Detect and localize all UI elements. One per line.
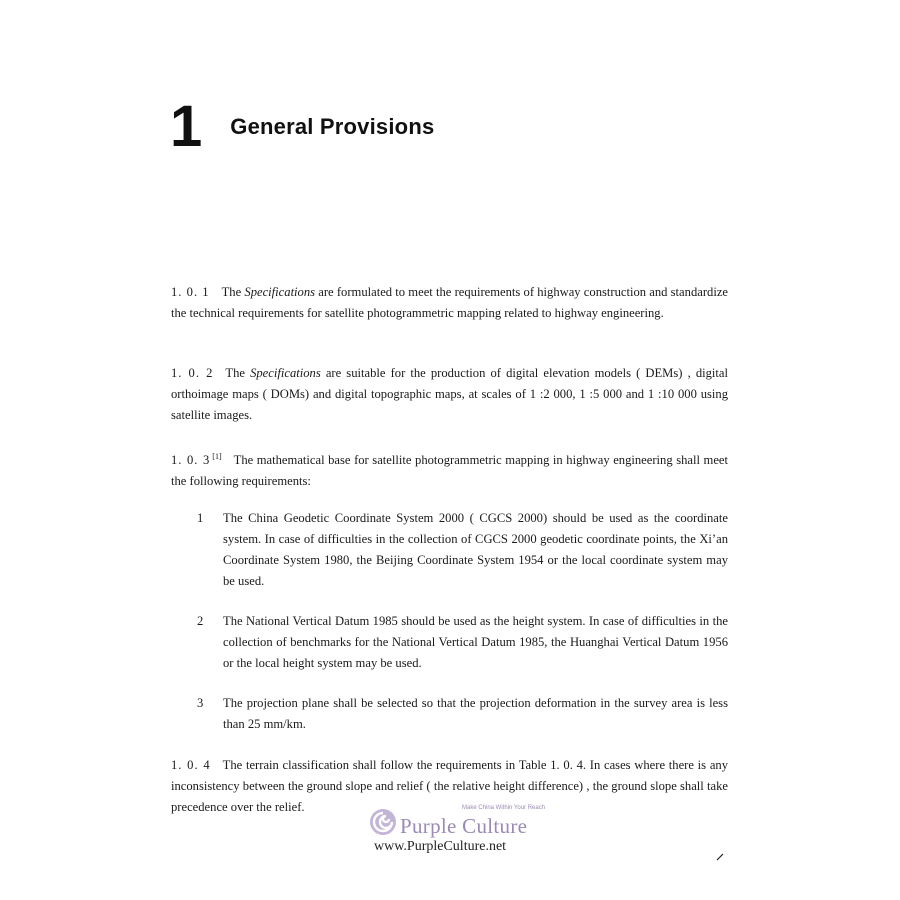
page-tick-mark-icon: [715, 852, 725, 862]
clause-number: 1. 0. 2: [171, 366, 214, 380]
clause-text: The: [221, 285, 245, 299]
clause-1-0-3: [171, 446, 728, 492]
list-item-number: 2: [197, 614, 204, 628]
chapter-number: 1: [170, 94, 203, 159]
clause-text: are suitable for the production of digital elevation models ( DEMs) , digital orthoimage maps ( DOMs) and digital topographic maps, at scales of 1 :2 000, 1 :5 000 and 1 :10 000 using satellite images.: [171, 366, 729, 422]
clause-text: The: [225, 366, 251, 380]
chapter-heading: [170, 94, 435, 159]
list-item-number: 1: [197, 511, 204, 525]
clause-emphasis: Specifications: [250, 366, 321, 380]
watermark-url: www.PurpleCulture.net: [374, 839, 507, 854]
clause-text: are formulated to meet the requirements of highway construction and standardize the technical requirements for satellite photogrammetric mapping related to highway engineering.: [171, 285, 728, 320]
list-item-text: The China Geodetic Coordinate System 2000 ( CGCS 2000) should be used as the coordinate system. In case of difficulties in the collection of CGCS 2000 geodetic coordinate points, the Xi’an Coordinate System 1980, the Beijing Coordinate System 1954 or the local coordinate system may be used.: [223, 511, 728, 588]
clause-1-0-1: [171, 282, 728, 324]
list-item: [197, 611, 728, 674]
clause-number: 1. 0. 4: [171, 758, 211, 772]
watermark-brand: Purple Culture: [400, 814, 528, 838]
purple-swirl-logo-icon: [368, 807, 398, 837]
clause-1-0-2: [171, 363, 728, 426]
clause-text: The mathematical base for satellite photogrammetric mapping in highway engineering shall meet the following requirements:: [171, 453, 728, 489]
list-item-text: The projection plane shall be selected so that the projection deformation in the survey area is less than 25 mm/km.: [223, 696, 728, 731]
list-item: [197, 508, 728, 592]
footnote-ref: [1]: [212, 452, 222, 461]
clause-number: 1. 0. 1: [171, 285, 210, 299]
list-item-text: The National Vertical Datum 1985 should be used as the height system. In case of difficulties in the collection of benchmarks for the National Vertical Datum 1985, the Huanghai Vertical Datum 1956 or the local height system may be used.: [223, 614, 728, 670]
watermark-tagline: Make China Within Your Reach: [462, 805, 546, 811]
clause-text: The terrain classification shall follow the requirements in Table 1. 0. 4. In cases where there is any inconsistency between the ground slope and relief ( the relative height difference) , the ground slope shall take precedence over the relief.: [171, 758, 728, 814]
clause-emphasis: Specifications: [244, 285, 316, 299]
watermark: [360, 803, 560, 863]
chapter-title: General Provisions: [230, 114, 435, 139]
list-item: [197, 693, 728, 735]
clause-number: 1. 0. 3: [171, 453, 211, 468]
list-item-number: 3: [197, 696, 204, 710]
